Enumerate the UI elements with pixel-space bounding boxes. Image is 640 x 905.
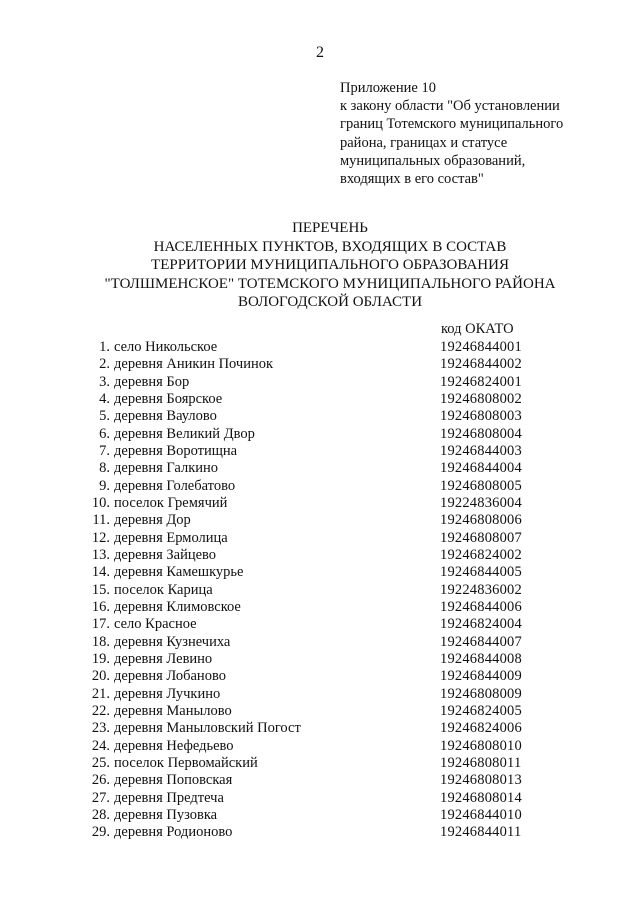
settlement-name: поселок Гремячий: [114, 494, 228, 511]
list-item: [0, 807, 640, 824]
item-number: 18.: [91, 633, 110, 650]
okato-code: 19246844010: [440, 806, 522, 823]
list-item: [0, 772, 640, 789]
settlement-name: деревня Камешкурье: [114, 564, 244, 581]
item-number: 25.: [91, 754, 110, 771]
list-item: [0, 339, 640, 356]
item-number: 7.: [99, 442, 110, 459]
list-item: [0, 599, 640, 616]
list-item: [0, 651, 640, 668]
list-item: [0, 790, 640, 807]
okato-code: 19224836004: [440, 494, 522, 511]
settlement-name: деревня Бор: [114, 373, 190, 390]
okato-code: 19246808013: [440, 772, 522, 789]
okato-code: 19246844004: [440, 460, 522, 477]
settlement-name: деревня Нефедьево: [114, 737, 234, 754]
page-number: 2: [316, 44, 324, 61]
okato-code: 19246844008: [440, 650, 522, 667]
settlement-name: поселок Карица: [114, 581, 213, 598]
settlement-name: деревня Воротищна: [114, 442, 238, 459]
okato-code: 19246844009: [440, 668, 522, 685]
item-number: 19.: [91, 650, 110, 667]
item-number: 2.: [99, 356, 110, 373]
settlement-name: деревня Предтеча: [114, 789, 224, 806]
okato-code: 19246844005: [440, 564, 522, 581]
okato-code: 19246808003: [440, 408, 522, 425]
appendix-line: входящих в его состав": [340, 171, 484, 188]
settlement-name: деревня Кузнечиха: [114, 633, 231, 650]
item-number: 3.: [99, 373, 110, 390]
title-line: "ТОЛШМЕНСКОЕ" ТОТЕМСКОГО МУНИЦИПАЛЬНОГО РАЙОНА: [104, 275, 556, 292]
list-item: [0, 426, 640, 443]
item-number: 5.: [99, 408, 110, 425]
settlement-name: деревня Аникин Починок: [114, 356, 274, 373]
item-number: 9.: [99, 477, 110, 494]
item-number: 16.: [91, 598, 110, 615]
okato-code: 19246808009: [440, 685, 522, 702]
okato-code: 19246808004: [440, 425, 522, 442]
title-line: ВОЛОГОДСКОЙ ОБЛАСТИ: [237, 294, 423, 310]
okato-code: 19246824002: [440, 546, 522, 563]
settlement-name: деревня Зайцево: [114, 546, 217, 563]
settlement-name: деревня Ермолица: [114, 529, 228, 546]
item-number: 23.: [91, 720, 110, 737]
item-number: 22.: [91, 702, 110, 719]
okato-code: 19246824005: [440, 702, 522, 719]
list-item: [0, 356, 640, 373]
list-item: [0, 443, 640, 460]
list-item: [0, 564, 640, 581]
item-number: 24.: [91, 737, 110, 754]
item-number: 11.: [92, 512, 110, 529]
item-number: 12.: [91, 529, 110, 546]
appendix-line: границ Тотемского муниципального: [340, 116, 564, 133]
okato-code: 19246808014: [440, 789, 522, 806]
list-item: [0, 703, 640, 720]
appendix-note: [340, 79, 600, 188]
settlement-name: деревня Пузовка: [114, 806, 218, 823]
settlement-name: село Никольское: [114, 339, 218, 355]
list-item: [0, 460, 640, 477]
item-number: 6.: [99, 425, 110, 442]
item-number: 8.: [99, 460, 110, 477]
okato-code: 19246824001: [440, 373, 522, 390]
settlement-name: поселок Первомайский: [114, 754, 258, 771]
appendix-line: Приложение 10: [340, 80, 436, 96]
item-number: 17.: [91, 616, 110, 633]
appendix-line: района, границах и статусе: [340, 134, 508, 151]
settlement-name: деревня Поповская: [114, 772, 233, 789]
list-item: [0, 530, 640, 547]
item-number: 14.: [91, 564, 110, 581]
settlement-name: деревня Галкино: [114, 460, 219, 477]
list-item: [0, 720, 640, 737]
settlement-name: деревня Маныловский Погост: [114, 720, 301, 737]
list-item: [0, 824, 640, 841]
settlement-name: деревня Ваулово: [114, 408, 217, 425]
title-line: НАСЕЛЕННЫХ ПУНКТОВ, ВХОДЯЩИХ В СОСТАВ: [153, 238, 507, 255]
okato-code: 19246824006: [440, 720, 522, 737]
okato-code: 19246844006: [440, 598, 522, 615]
settlement-name: деревня Боярское: [114, 390, 223, 407]
list-item: [0, 738, 640, 755]
okato-code: 19246808005: [440, 477, 522, 494]
list-item: [0, 512, 640, 529]
list-item: [0, 634, 640, 651]
settlement-name: деревня Левино: [114, 650, 213, 667]
okato-code: 19246808007: [440, 529, 522, 546]
okato-code: 19224836002: [440, 581, 522, 598]
list-item: [0, 668, 640, 685]
list-item: [0, 408, 640, 425]
item-number: 26.: [91, 772, 110, 789]
list-item: [0, 547, 640, 564]
list-item: [0, 616, 640, 633]
item-number: 21.: [91, 685, 110, 702]
okato-code: 19246808006: [440, 512, 522, 529]
settlement-name: деревня Великий Двор: [114, 425, 255, 442]
okato-code: 19246844011: [440, 824, 522, 841]
item-number: 10.: [91, 494, 110, 511]
okato-code: 19246808010: [440, 737, 522, 754]
document-title: [60, 219, 600, 312]
settlement-name: деревня Климовское: [114, 598, 241, 615]
list-item: [0, 686, 640, 703]
settlement-name: деревня Родионово: [114, 824, 233, 841]
title-line: ТЕРРИТОРИИ МУНИЦИПАЛЬНОГО ОБРАЗОВАНИЯ: [151, 257, 509, 273]
okato-code: 19246824004: [440, 616, 522, 633]
item-number: 4.: [99, 390, 110, 407]
okato-code: 19246844002: [440, 356, 522, 373]
okato-column-header: код ОКАТО: [441, 321, 514, 337]
item-number: 20.: [91, 668, 110, 685]
item-number: 1.: [99, 339, 110, 355]
okato-code: 19246808002: [440, 390, 522, 407]
settlement-list: [0, 339, 640, 842]
settlement-name: деревня Дор: [114, 512, 191, 529]
list-item: [0, 391, 640, 408]
list-item: [0, 374, 640, 391]
list-item: [0, 495, 640, 512]
item-number: 27.: [91, 789, 110, 806]
title-line: ПЕРЕЧЕНЬ: [292, 220, 368, 236]
okato-code: 19246808011: [440, 754, 522, 771]
settlement-name: село Красное: [114, 616, 197, 633]
okato-code: 19246844007: [440, 633, 522, 650]
settlement-name: деревня Лучкино: [114, 685, 221, 702]
item-number: 15.: [91, 581, 110, 598]
item-number: 13.: [91, 546, 110, 563]
list-item: [0, 582, 640, 599]
item-number: 28.: [91, 806, 110, 823]
item-number: 29.: [91, 824, 110, 841]
appendix-line: муниципальных образований,: [340, 152, 526, 169]
okato-code: 19246844003: [440, 442, 522, 459]
settlement-name: деревня Лобаново: [114, 668, 226, 685]
list-item: [0, 755, 640, 772]
okato-code: 19246844001: [440, 339, 522, 355]
list-item: [0, 478, 640, 495]
settlement-name: деревня Манылово: [114, 702, 232, 719]
appendix-line: к закону области "Об установлении: [340, 98, 560, 115]
settlement-name: деревня Голебатово: [114, 477, 236, 494]
